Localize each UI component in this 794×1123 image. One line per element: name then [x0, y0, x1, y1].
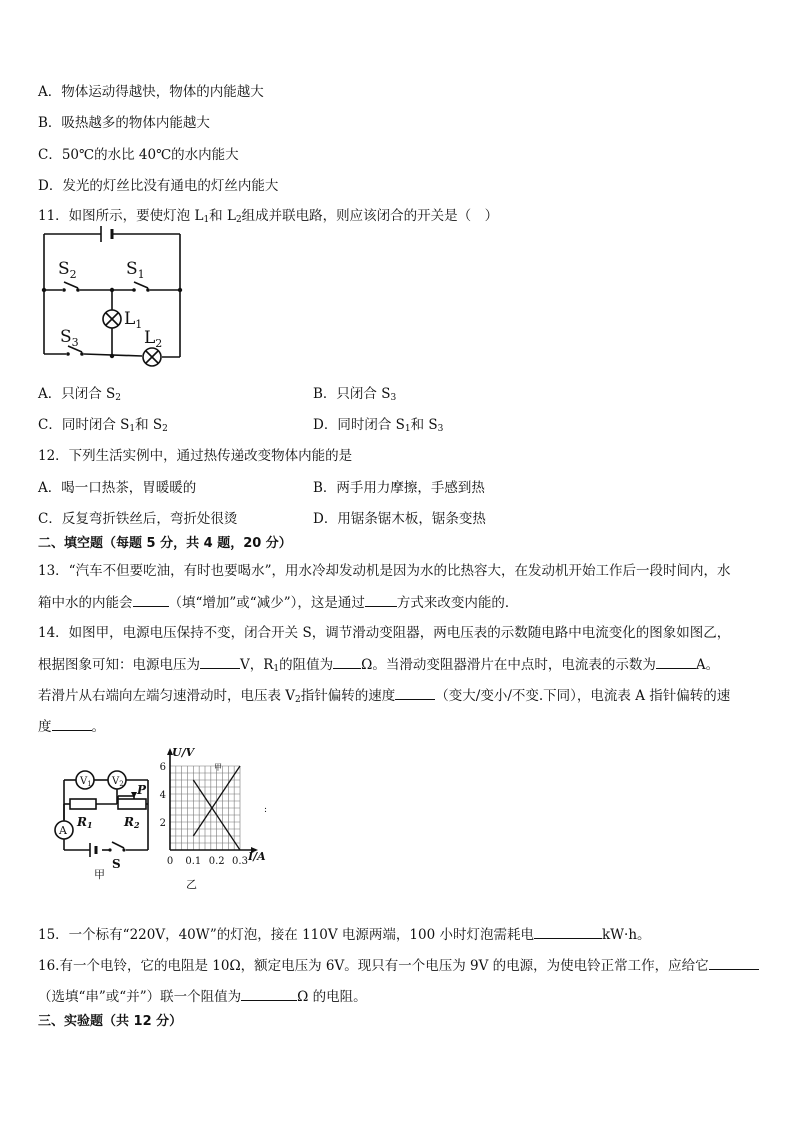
- section-3-heading: 三、实验题（共 12 分）: [38, 1014, 183, 1029]
- answer-blank[interactable]: [365, 592, 397, 607]
- answer-blank[interactable]: [241, 986, 297, 1001]
- q16-line-1: 16.有一个电铃，它的电阻是 10Ω，额定电压为 6V。现只有一个电压为 9V 的电源，为使电铃正常工作，应给它: [38, 955, 759, 976]
- svg-text:V1: $V_1$: [80, 776, 92, 788]
- label-s3: $S_3$: [60, 327, 79, 349]
- q10-option-a: A．物体运动得越快，物体的内能越大: [38, 84, 264, 100]
- x-tick-label: 0.2: [208, 856, 225, 867]
- voltmeter-v1-icon: [76, 771, 94, 789]
- answer-blank[interactable]: [709, 955, 759, 970]
- answer-blank[interactable]: [395, 685, 435, 700]
- voltmeter-v2-icon: [108, 771, 126, 789]
- answer-blank[interactable]: [333, 654, 361, 669]
- q10-option-b: B．吸热越多的物体内能越大: [38, 115, 210, 131]
- resistor-r1: [70, 799, 96, 809]
- label-s2: $S_2$: [58, 259, 77, 281]
- y-tick-label: 4: [159, 790, 166, 801]
- answer-blank[interactable]: [656, 654, 696, 669]
- q11-circuit-diagram: [36, 222, 186, 367]
- q11-stem: 11．如图所示，要使灯泡 $L_1$和 $L_2$组成并联电路，则应该闭合的开关是（ ）: [38, 208, 499, 225]
- svg-text:A: A: [59, 824, 67, 837]
- x-tick-label: 0.3: [232, 856, 248, 867]
- q11-option-c: C．同时闭合 $S_1$和 $S_2$: [38, 417, 168, 434]
- q13-line-2: 箱中水的内能会 （填“增加”或“减少”），这是通过 方式来改变内能的．: [38, 592, 518, 613]
- q11-option-b: B．只闭合 $S_3$: [313, 386, 397, 403]
- q11-option-a: A．只闭合 $S_2$: [38, 386, 122, 403]
- q14-line-1: 14．如图甲，电源电压保持不变，闭合开关 S，调节滑动变阻器，两电压表的示数随电路中电流变化的图象如图乙，: [38, 625, 731, 641]
- answer-blank[interactable]: [133, 592, 169, 607]
- y-tick-label: 6: [159, 762, 166, 773]
- q10-option-c: C．50℃的水比 40℃的水内能大: [38, 147, 239, 163]
- q12-stem: 12．下列生活实例中，通过热传递改变物体内能的是: [38, 448, 353, 464]
- q12-option-c: C．反复弯折铁丝后，弯折处很烫: [38, 511, 238, 527]
- label-s: S: [112, 857, 121, 871]
- y-tick-label: 2: [159, 818, 166, 829]
- q14-line-2: 根据图象可知：电源电压为 V，$R_1$的阻值为 Ω。当滑动变阻器滑片在中点时，电流表的示数为 A。: [38, 654, 719, 675]
- q15-line: 15．一个标有“220V，40W”的灯泡，接在 110V 电源两端，100 小时灯泡需耗电 kW·h。: [38, 924, 651, 945]
- q16-line-2: （选填“串”或“并”）联一个阻值为 Ω 的电阻。: [38, 986, 367, 1007]
- svg-text:V2: $V_2$: [112, 776, 124, 788]
- answer-blank[interactable]: [534, 924, 602, 939]
- series-label-jia: 甲: [214, 763, 222, 772]
- x-tick-label: 0.1: [185, 856, 202, 867]
- section-2-heading: 二、填空题（每题 5 分，共 4 题，20 分）: [38, 536, 292, 551]
- stray-mark: :: [264, 805, 268, 815]
- answer-blank[interactable]: [200, 654, 240, 669]
- q14-line-4: 度 。: [38, 716, 105, 737]
- junction-dot: [110, 354, 114, 358]
- q14-graph: [156, 742, 286, 892]
- q14-circuit-diagram: [46, 764, 156, 882]
- q12-option-a: A．喝一口热茶，胃暖暖的: [38, 480, 197, 496]
- q13-line-1: 13．“汽车不但要吃油，有时也要喝水”，用水冷却发动机是因为水的比热容大，在发动机开始工作后一段时间内，水: [38, 563, 731, 579]
- lamp-l1-icon: [103, 310, 121, 328]
- q12-option-d: D．用锯条锯木板，锯条变热: [313, 511, 486, 527]
- caption-yi: 乙: [186, 878, 197, 891]
- lamp-l2-icon: [143, 348, 161, 366]
- q14-line-3: 若滑片从右端向左端匀速滑动时，电压表 $V_2$指针偏转的速度 （变大/变小/不变.下同），电流表 A 指针偏转的速: [38, 685, 730, 706]
- label-r1: R1: [77, 815, 93, 830]
- junction-dot: [42, 288, 46, 292]
- label-s1: $S_1$: [126, 259, 145, 281]
- caption-jia: 甲: [94, 868, 105, 881]
- resistor-r2: [118, 799, 146, 809]
- x-axis-label: I/A: [248, 850, 266, 863]
- q10-option-d: D．发光的灯丝比没有通电的灯丝内能大: [38, 178, 279, 194]
- q11-option-d: D．同时闭合 $S_1$和 $S_3$: [313, 417, 444, 434]
- junction-dot: [178, 288, 182, 292]
- q12-option-b: B．两手用力摩擦，手感到热: [313, 480, 485, 496]
- x-tick-label: 0: [166, 856, 174, 867]
- label-l1: $L_1$: [124, 309, 143, 331]
- y-axis-label: U/V: [172, 746, 195, 759]
- label-p: P: [137, 783, 147, 797]
- junction-dot: [110, 288, 114, 292]
- label-l2: $L_2$: [144, 328, 163, 350]
- ammeter-icon: [55, 821, 73, 839]
- answer-blank[interactable]: [52, 716, 92, 731]
- label-r2: R2: [124, 815, 140, 830]
